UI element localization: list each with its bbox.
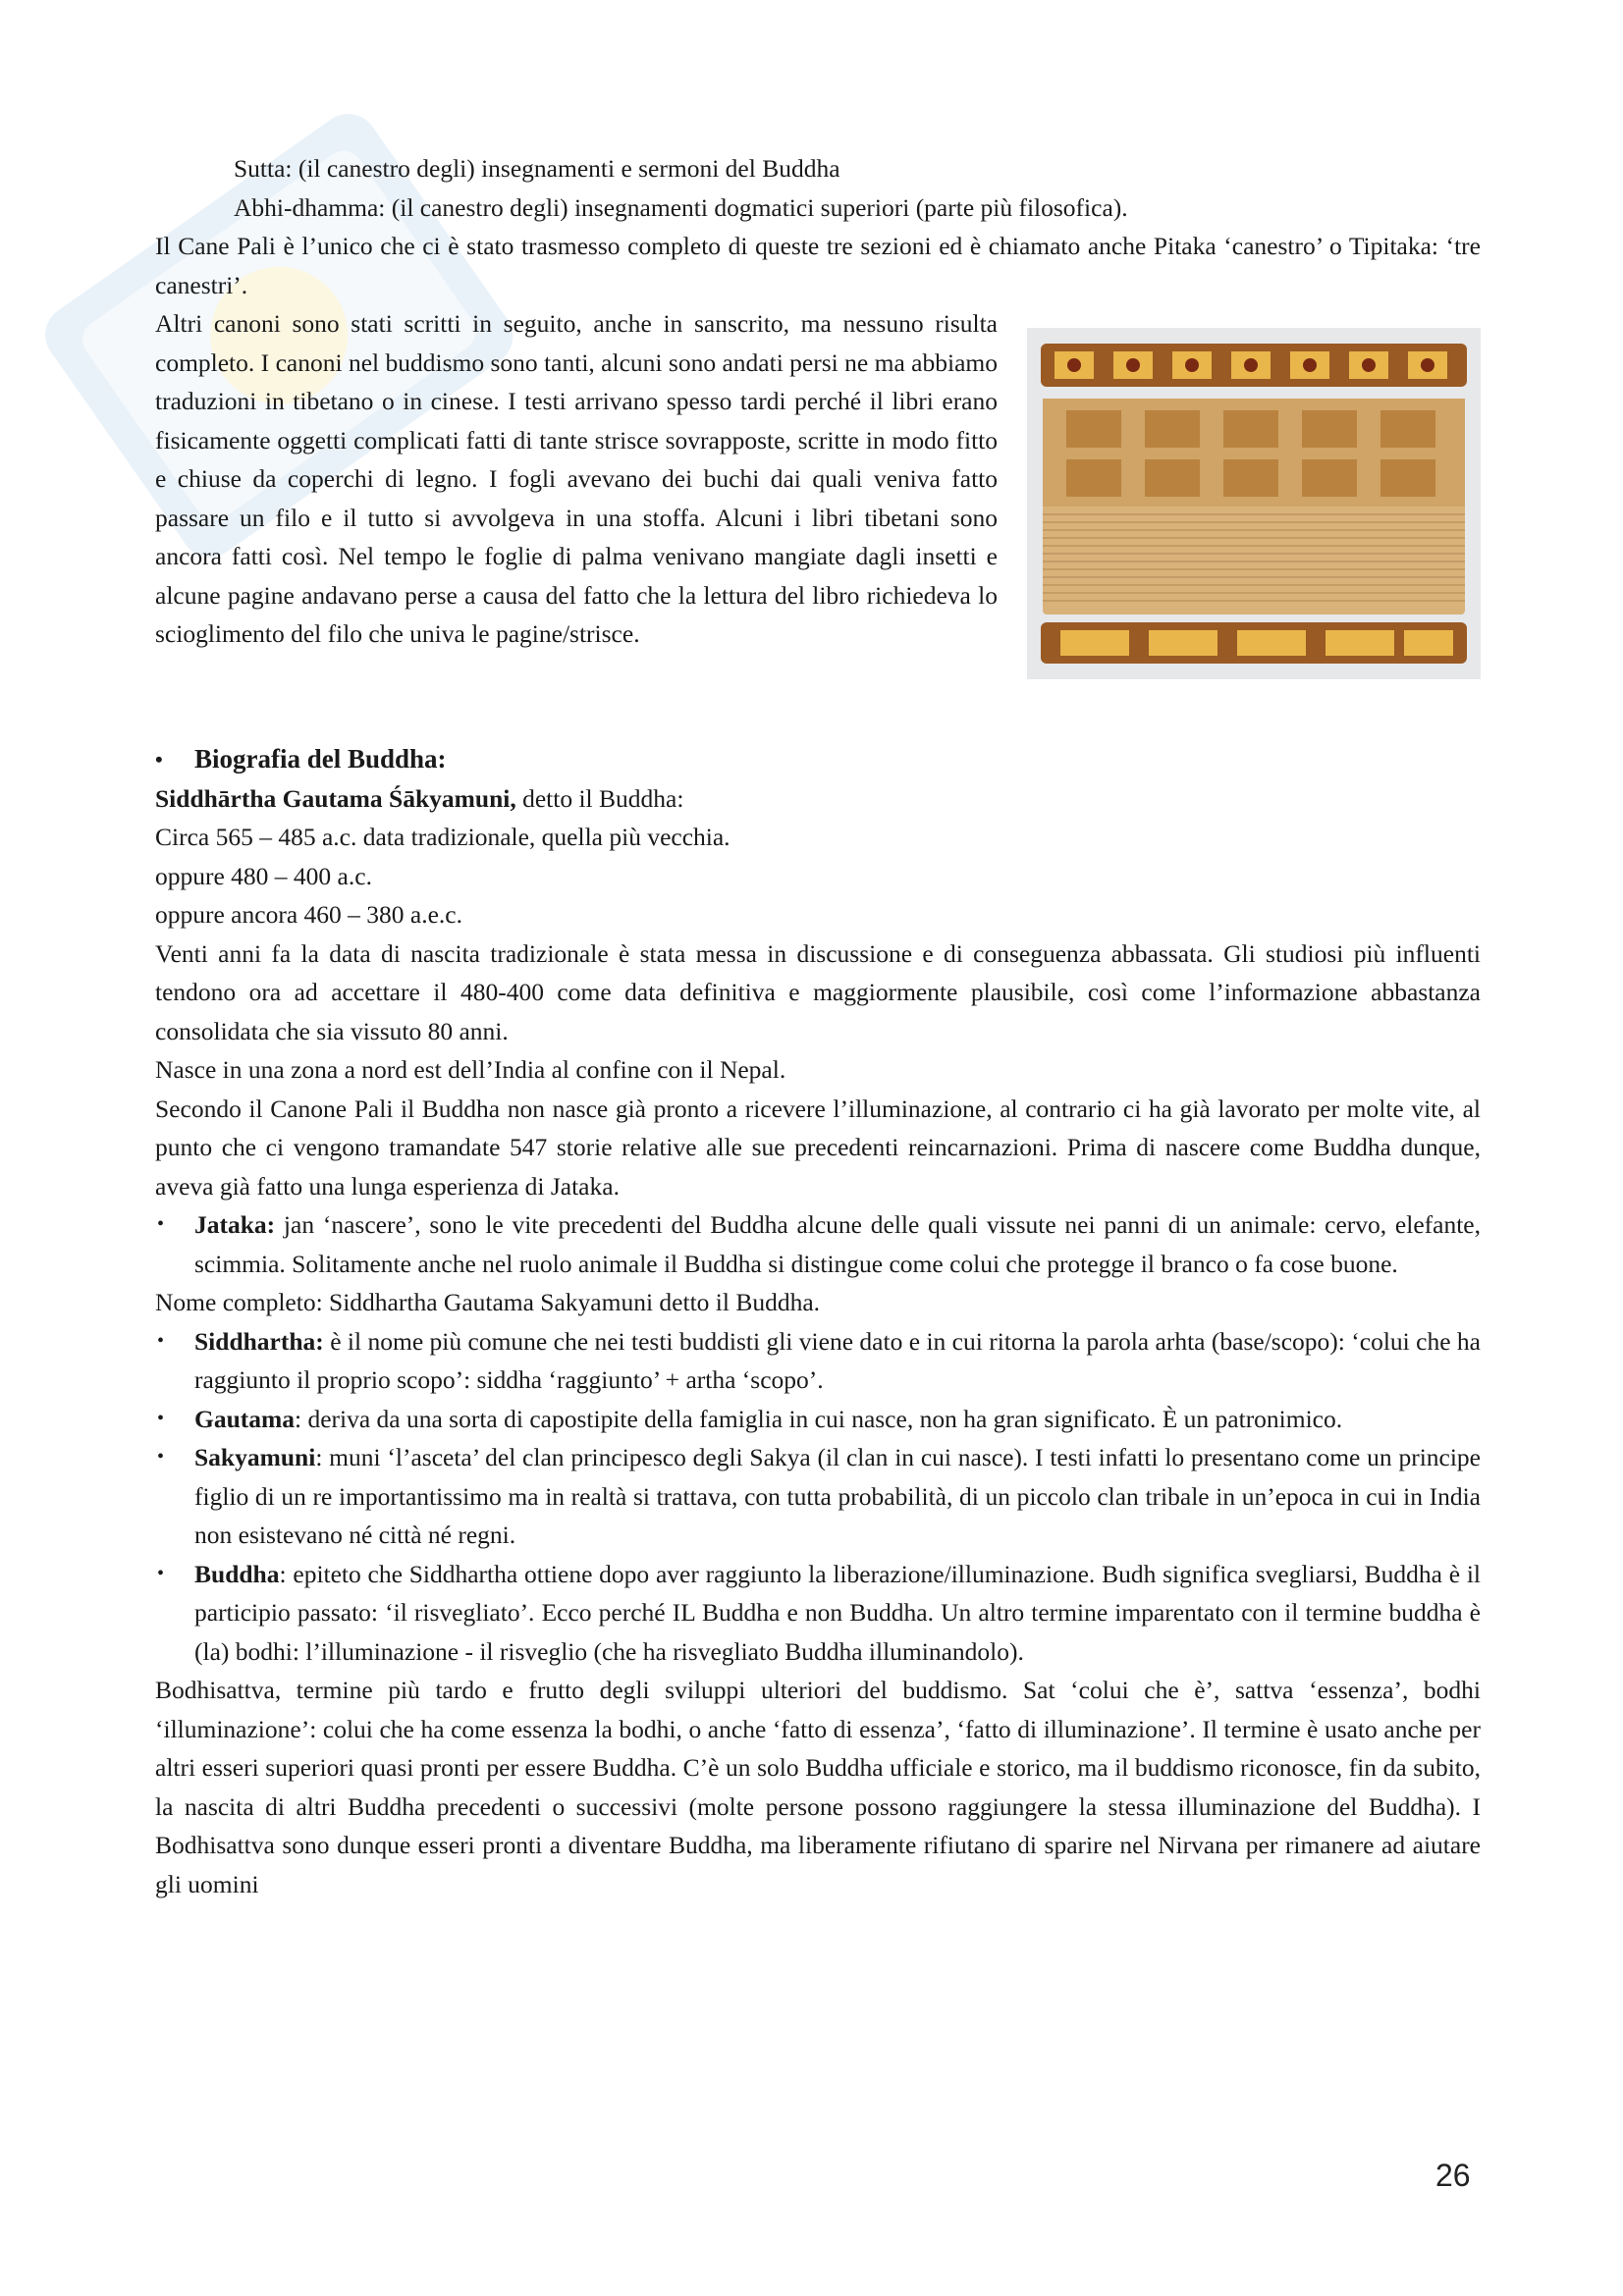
birthplace-paragraph: Nasce in una zona a nord est dell’India al confine con il Nepal. <box>155 1055 786 1084</box>
term-siddhartha: Siddhartha: <box>194 1326 324 1356</box>
date-line-3: oppure ancora 460 – 380 a.e.c. <box>155 900 462 929</box>
sutta-line: Sutta: (il canestro degli) insegnamenti e sermoni del Buddha <box>234 154 840 183</box>
bullet-icon: • <box>157 1446 165 1468</box>
list-item <box>155 1438 1481 1555</box>
bullet-icon: • <box>157 1562 165 1584</box>
buddha-name-line <box>155 779 1481 819</box>
bullet-icon: • <box>157 1213 165 1235</box>
list-item <box>155 1400 1481 1439</box>
palm-leaf-manuscript-illustration <box>1027 328 1481 679</box>
term-jataka: Jataka: <box>194 1210 276 1239</box>
palm-leaf-manuscript-image <box>1027 328 1481 679</box>
buddha-name-rest: detto il Buddha: <box>515 783 684 813</box>
section-heading-text: Biografia del Buddha: <box>194 744 447 774</box>
list-item <box>155 1205 1481 1283</box>
bullet-icon: • <box>155 747 163 772</box>
canone-pali-paragraph: Secondo il Canone Pali il Buddha non nasce già pronto a ricevere l’illuminazione, al contrario ci ha già lavorato per molte vite, al punto che ci vengono tramandate 547 storie relative alle sue precedenti reincarnazioni. Prima di nascere come Buddha dunque, aveva già fatto una lunga esperienza di Jataka. <box>155 1094 1481 1201</box>
bullet-icon: • <box>157 1407 165 1429</box>
term-gautama: Gautama <box>194 1404 295 1433</box>
definition-siddhartha: è il nome più comune che nei testi buddisti gli viene dato e in cui ritorna la parola arhta (base/scopo): ‘colui che ha raggiunto il proprio scopo’: siddha ‘raggiunto’ + artha ‘scopo’. <box>194 1326 1481 1394</box>
date-line-2: oppure 480 – 400 a.c. <box>155 861 372 890</box>
altri-canoni-paragraph: Altri canoni sono stati scritti in seguito, anche in sanscrito, ma nessuno risulta completo. I canoni nel buddismo sono tanti, alcuni sono andati persi ne ma abbiamo traduzioni in tibetano o in cinese. I testi arrivano spesso tardi perché il libri erano fisicamente oggetti complicati fatti di tante strisce sovrapposte, scritte in modo fitto e chiuse da coperchi di legno. I fogli avevano dei buchi dai quali veniva fatto passare un filo e il tutto si avvolgeva in una stoffa. Alcuni i libri tibetani sono ancora fatti così. Nel tempo le foglie di palma venivano mangiate dagli insetti e alcune pagine andavano perse a causa del fatto che la lettura del libro richiedeva lo scioglimento del filo che univa le pagine/strisce. <box>155 309 998 648</box>
list-item <box>155 1555 1481 1672</box>
jataka-list <box>155 1205 1481 1283</box>
canone-paragraph: Il Cane Pali è l’unico che ci è stato trasmesso completo di queste tre sezioni ed è chiamato anche Pitaka ‘canestro’ o Tipitaka: ‘tre canestri’. <box>155 232 1481 299</box>
canoni-section <box>155 304 1481 687</box>
definition-jataka: jan ‘nascere’, sono le vite precedenti del Buddha alcune delle quali vissute nei panni di un animale: cervo, elefante, scimmia. Solitamente anche nel ruolo animale il Buddha si distingue come colui che protegge il branco o fa cose buone. <box>194 1210 1481 1278</box>
bodhisattva-paragraph: Bodhisattva, termine più tardo e frutto degli sviluppi ulteriori del buddismo. Sat ‘colui che è’, sattva ‘essenza’, bodhi ‘illuminazione’: colui che ha come essenza la bodhi, o anche ‘fatto di essenza’, ‘fatto di illuminazione’. Il termine è usato anche per altri esseri superiori quasi pronti per essere Buddha. C’è un solo Buddha ufficiale e storico, ma il buddismo riconosce, fin da subito, la nascita di altri Buddha precedenti o successivi (molte persone possono raggiungere la stessa illuminazione del Buddha). I Bodhisattva sono dunque esseri pronti a diventare Buddha, ma liberamente rifiutano di sparire nel Nirvana per rimanere ad aiutare gli uomini <box>155 1676 1481 1898</box>
dating-paragraph: Venti anni fa la data di nascita tradizionale è stata messa in discussione e di conseguenza abbassata. Gli studiosi più influenti tendono ora ad accettare il 480-400 come data definitiva e maggiormente plausibile, così come l’informazione abbastanza consolidata che sia vissuto 80 anni. <box>155 938 1481 1045</box>
definition-sakyamuni: : muni ‘l’asceta’ del clan principesco degli Sakya (il clan in cui nasce). I testi infatti lo presentano come un principe figlio di un re importantissimo ma in realtà si trattava, con tutta probabilità, di un piccolo clan tribale in un’epoca in cui in India non esistevano né città né regni. <box>194 1443 1481 1549</box>
section-heading <box>155 740 1481 779</box>
document-page <box>155 149 1481 1903</box>
list-item <box>155 1322 1481 1400</box>
name-terms-list <box>155 1322 1481 1672</box>
abhidhamma-line: Abhi-dhamma: (il canestro degli) insegnamenti dogmatici superiori (parte più filosofica). <box>234 192 1128 222</box>
term-buddha: Buddha <box>194 1559 280 1588</box>
buddha-full-name: Siddhārtha Gautama Śākyamuni, <box>155 783 516 813</box>
date-line-1: Circa 565 – 485 a.c. data tradizionale, quella più vecchia. <box>155 823 730 851</box>
page-number: 26 <box>1435 2158 1471 2193</box>
term-sakyamuni: Sakyamuni <box>194 1443 316 1471</box>
definition-buddha: : epiteto che Siddhartha ottiene dopo aver raggiunto la liberazione/illuminazione. Budh significa svegliarsi, Buddha è il participio passato: ‘il risvegliato’. Ecco perché IL Buddha e non Buddha. Un altro termine imparentato con il termine buddha è (la) bodhi: l’illuminazione - il risveglio (che ha risvegliato Buddha illuminandolo). <box>194 1559 1481 1666</box>
full-name-line: Nome completo: Siddhartha Gautama Sakyamuni detto il Buddha. <box>155 1288 821 1316</box>
definition-gautama: : deriva da una sorta di capostipite della famiglia in cui nasce, non ha gran significato. È un patronimico. <box>295 1404 1343 1433</box>
bullet-icon: • <box>157 1329 165 1352</box>
